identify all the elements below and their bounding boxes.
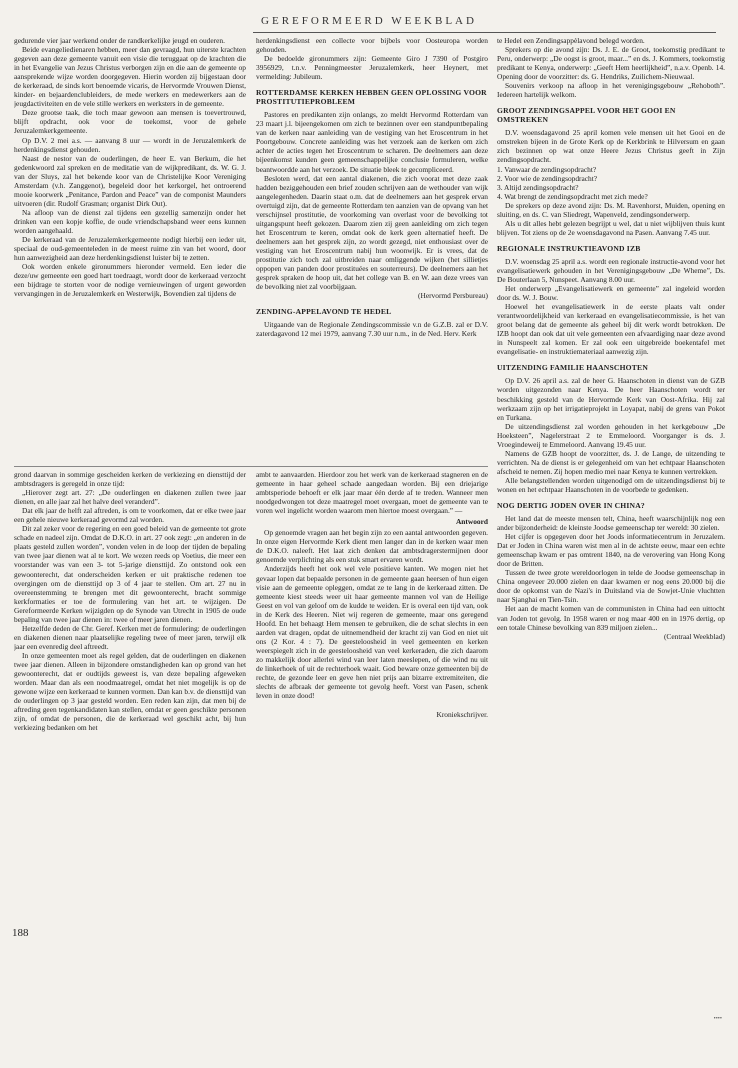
paragraph: Het land dat de meeste mensen telt, China, heeft waarschijnlijk nog een ander bijzonderheid: de kleinste Joodse gemeenschap ter wereld: 30 zielen. (497, 514, 725, 533)
paragraph: Dat elk jaar de helft zal aftreden, is om te voorkomen, dat er elke twee jaar een gehele nieuwe kerkeraad gevormd zal worden. (14, 506, 246, 525)
list-item: 2. Voor wie de zendingsopdracht? (497, 173, 598, 183)
question-list (497, 165, 725, 201)
masthead-rule (253, 32, 716, 33)
paragraph: „Hierover zegt art. 27: „De ouderlingen en diakenen zullen twee jaar dienen, en alle jaar zal het halve deel veranderd”. (14, 488, 246, 507)
paragraph: ambt te aanvaarden. Hierdoor zou het werk van de kerkeraad stagneren en de gemeente in haar geheel schade aangedaan worden. Bij een driejarige ambtsperiode behoeft er elk jaar maar één derde af te treden. Wanneer men noodgedwongen tot deze maatregel moet overgaan, moet de gemeente van te voren wel ingelicht worden waarom men hiertoe moest overgaan.” — (256, 470, 488, 516)
answer-label: Antwoord (455, 517, 488, 527)
paragraph: Namens de GZB hoopt de voorzitter, ds. J. de Lange, de uitzending te verrichten. Na de dienst is er gelegenheid om van het echtpaar Haanschoten afscheid te nemen. Zij hopen medio mei naar Kenya te kunnen vertrekken. (497, 448, 725, 476)
paragraph: Als u dit alles hebt gelezen begrijpt u wel, dat u niet wijblijven thuis kunt blijven. Tot ziens op de 2e woensdagavond na Pasen. Aanvang 7.45 uur. (497, 218, 725, 237)
paragraph: Hoewel het evangelisatiewerk in de eerste plaats valt onder verantwoordelijkheid van kerkeraad en evangelisatiecommissie, is het van groot belang dat de gemeente als geheel bij dit werk wordt betrokken. De IZB hoopt dan ook dat uit vele gemeenten een afvaardiging naar deze avond in Nunspeelt zal komen. Er zal ook een uitgebreide boekentafel met evangelisatie- en instruktiemateriaal aanwezig zijn. (497, 302, 725, 357)
paragraph: Het aan de macht komen van de communisten in China had een uittocht van Joden tot gevolg. In 1958 waren er nog maar 400 en in 1976 dertig, op een totale Chinese bevolking van 839 miljoen zielen... (497, 604, 725, 632)
paragraph: herdenkingsdienst een collecte voor bijbels voor Oosteuropa worden gehouden. (256, 36, 488, 55)
paragraph: gedurende vier jaar werkend onder de randkerkelijke jeugd en ouderen. (14, 36, 225, 45)
paragraph: Sprekers op die avond zijn: Ds. J. E. de Groot, toekomstig predikant te Peru, onderwerp: „De oogst is groot, maar...” en ds. J. Kommers, toekomstig predikant te Kenya, onderwerp: „Geeft Hem heerlijkheid”, n.a.v. Openb. 14. Opening door de voorzitter: ds. G. Hendriks, Zuilichem-Nieuwaal. (497, 45, 725, 82)
paragraph: In onze gemeenten moet als regel gelden, dat de ouderlingen en diakenen twee jaar dienen. Alleen in bijzondere omstandigheden kan op grond van het gewoonterecht, dat er oudtijds geweest is, van deze bepaling afgeweken worden. Maar dan als een noodmaatregel, omdat het niet mogelijk is op de gewone wijze een kerkeraad te kunnen vormen. Dan kan b.v. de diensttijd van de ouderlingen op 3 jaar gesteld worden. Een reden kan zijn, dat men bij de aftreding geen tegenkandidaten kan stellen, omdat er geen geschikte personen zijn, of omdat de personen, die de kerkeraad wel geschikt acht, bij hun verkiezing bedanken om het (14, 650, 246, 733)
masthead: GEREFORMEERD WEEKBLAD (261, 15, 477, 27)
article-heading-rotterdam: ROTTERDAMSE KERKEN HEBBEN GEEN OPLOSSING VOOR PROSTITUTIEPROBLEEM (256, 88, 487, 107)
list-item: 4. Wat brengt de zendingsopdracht met zich mede? (497, 191, 648, 201)
source-credit: (Centraal Weekblad) (663, 631, 725, 641)
article-heading-hedel: ZENDING-APPELAVOND TE HEDEL (256, 307, 392, 317)
article-heading-china: NOG DERTIG JODEN OVER IN CHINA? (497, 501, 645, 511)
list-item: 3. Altijd zendingsopdracht? (497, 182, 579, 192)
paragraph: Na afloop van de dienst zal tijdens een gezellig samenzijn onder het drinken van een kopje koffie, de oude vriendschapsband weer eens kunnen worden aangehaald. (14, 207, 246, 235)
paragraph: Het cijfer is opgegeven door het Joods informatiecentrum in Jeruzalem. Dat er Joden in China waren wist men al in de achtste eeuw, maar een echte gemeenschap kwam er pas omtrent 1840, na de verovering van Hong Kong door de Britten. (497, 532, 725, 569)
paragraph: Alle belangstellenden worden uitgenodigd om de uitzendingsdienst bij te wonen en het echtpaar Haanschoten in de voorbede te gedenken. (497, 475, 725, 494)
paragraph: Souvenirs verkoop na afloop in het verenigingsgebouw „Rehoboth”. Iedereen hartelijk welkom. (497, 81, 725, 100)
section-divider (14, 466, 488, 467)
paragraph: De bedoelde gironummers zijn: Gemeente Giro J 7390 of Postgiro 3956929, t.n.v. Penningmeester Jeruzalemkerk, heer Heynert, met vermelding: Jubileum. (256, 54, 488, 82)
column-2-top (256, 36, 488, 461)
paragraph: Het onderwerp „Evangelisatiewerk en gemeente” zal ingeleid worden door ds. W. J. Bouw. (497, 284, 725, 303)
paragraph: Dit zal zeker voor de regering en een goed beleid van de gemeente tot grote schade en nadeel zijn. Omdat de D.K.O. in art. 27 ook zegt: „en anderen in de plaats gesteld zullen worden”, vonden velen in de loop der tijden de bepaling van twee jaar dienen wat al te kort. We wezen reeds op Voetius, die meer een voorstander was van een 3- tot 5-jarige diensttijd. Zo ontstond ook een gewoonterecht, dat onderscheiden kerken er uit praktische redenen toe overgingen om de diensttijd op 3 of 4 jaar te stellen. Om art. 27 nu in overeenstemming te brengen met dit gewoonterecht, bracht sommige kerkformaties er toe de formulering van het art. te wijzigen. De Gereformeerde Kerken wijzigden op de Synode van Utrecht in 1905 de oude bepaling van twee jaar dienen in: twee of meer jaren dienen. (14, 524, 246, 624)
article-heading-izb: REGIONALE INSTRUKTIEAVOND IZB (497, 243, 641, 253)
paragraph: De sprekers op deze avond zijn: Ds. M. Ravenhorst, Muiden, opening en sluiting, en ds. C. van Sliedregt, Wapenveld, zendingsonderwerp. (497, 200, 725, 219)
paragraph: Op genoemde vragen aan het begin zijn zo een aantal antwoorden gegeven. In onze eigen Hervormde Kerk dient men langer dan in de kerken waar men de D.K.O. naleeft. Het laat zich denken dat ambtsdragerstermijnen door genoemde verplichting als een stuk smart ervaren wordt. (256, 528, 488, 565)
paragraph: Beide evangeliedienaren hebben, meer dan gevraagd, hun uiterste krachten gegeven aan deze gemeente vanuit een visie die teruggaat op de krachten die in het Evangelie van Jezus Christus verborgen zijn en die aan de gemeente op aansprekende wijze worden doorgegeven. Hierin worden zij bijgestaan door de kerkeraad, de sinds kort benoemde vicaris, de Hervormde Vrouwen Dienst, kinder- en bejaardenclubleiders, de mede werkers en medewerkers aan de jeugdactiviteiten en de vele stille werkers en werksters in de gemeente. (14, 45, 246, 109)
paragraph: Op D.V. 2 mei a.s. — aanvang 8 uur — wordt in de Jeruzalemkerk de herdenkingsdienst gehouden. (14, 135, 246, 154)
paragraph: Pastores en predikanten zijn onlangs, zo meldt Hervormd Rotterdam van 23 maart j.l. bijeengekomen om zich te bezinnen over een standpuntbepaling van de kerken naar aanleiding van de vestiging van het Eroscentrum in het Poortgebouw. Concrete aanleiding was het verzoek aan de kerken om zich achter de acties tegen het Eroscentrum te scharen. De deelnemers aan deze bijeenkomst kunden geen gemeenschappelijke conclusie formuleren, welke beantwoordde aan het verzoek. De situatie bleek te gecompliceerd. (256, 110, 488, 174)
paragraph: Ook worden enkele gironummers hieronder vermeld. Een ieder die deze/uw gemeente een goed hart toedraagt, wordt door de kerkeraad verzocht een bijdrage te storten voor de nodige vernieuwingen of urgent geworden vervangingen in de Jeruzalemkerk en Westerwijk, Bovendien zal tijdens de (14, 262, 246, 299)
scan-mark: •••• (713, 1016, 722, 1022)
page-number: 188 (12, 927, 29, 939)
paragraph: te Hedel een Zendingsappèlavond belegd worden. (497, 36, 645, 45)
list-item: 1. Vanwaar de zendingsopdracht? (497, 164, 597, 174)
article-heading-gooi: GROOT ZENDINGSAPPEL VOOR HET GOOI EN OMSTREKEN (497, 106, 676, 125)
paragraph: Tussen de twee grote wereldoorlogen in telde de Joodse gemeenschap in China ongeveer 20.000 zielen en daar kwamen er nog eens 20.000 bij die door de opkomst van de Nazi's in Duitsland via de Sowjet-Unie vluchtten naar Sjanghai en Tien-Tsin. (497, 568, 725, 605)
paragraph: grond daarvan in sommige gescheiden kerken de verkiezing en diensttijd der ambtsdragers is geregeld in onze tijd: (14, 470, 246, 489)
paragraph: Anderzijds heeft het ook wel vele positieve kanten. We mogen niet het gevaar lopen dat bepaalde personen in de gemeente gaan heersen of hun eigen visie aan de gemeente opleggen, omdat ze te lang in de kerkeraad zitten. De gemeente kiest steeds weer uit haar gemeente mannen vol van de Heilige Geest en vol van geloof om de kudde te weiden. Er is overal een tijd van, ook in de Kerk des Heeren. Niet wij regeren de gemeente, maar ons geregend Hoofd. En het behaagt Hem mensen te gebruiken, die de schat slechts in een aarden vat dragen, opdat de uitnemendheid der kracht zij van God en niet uit ons (2 Kor. 4 : 7). De geesteloosheid in veel gemeenten en kerken weerspiegelt zich in de geesteloosheid van veel kerkeraden, die zich daarom zo makkelijk door allerlei wind van leer laten meeslepen, of die wind nu uit de linkerhoek of uit de rechterhoek waait. God beware onze gemeenten bij de rechte, de gezonde leer en geve hen niet prijs aan bizarre extremiteiten, die slechts de afbraak der gemeente tot gevolg heeft. Vorst van Pasen, schenk leven in onze dood! (256, 564, 488, 701)
column-1-bottom (14, 470, 246, 920)
signature: Kroniekschrijver. (436, 710, 488, 720)
paragraph: Hetzelfde deden de Chr. Geref. Kerken met de formulering: de ouderlingen en diakenen dienen naar plaatselijke regeling twee of meer jaren, terwijl elk jaar een evenredig deel aftreedt. (14, 623, 246, 651)
column-3 (497, 36, 725, 926)
paragraph: Deze grootse taak, die toch maar gewoon aan mensen is toevertrouwd, blijft opdracht, ook voor de toekomst, voor de gehele Jeruzalemkerkgemeente. (14, 108, 246, 136)
paragraph: Uitgaande van de Regionale Zendingscommissie v.n de G.Z.B. zal er D.V. zaterdagavond 12 mei 1979, aanvang 7.30 uur n.m., in de Ned. Herv. Kerk (256, 320, 488, 339)
column-2-bottom (256, 470, 488, 920)
column-1-top (14, 36, 246, 461)
source-credit: (Hervormd Persbureau) (418, 291, 488, 301)
paragraph: De kerkeraad van de Jeruzalemkerkgemeente nodigt hierbij een ieder uit, speciaal de oud-gemeenteleden in de meest ruime zin van het woord, door hun aanwezigheid aan deze herdenkingsdienst luister bij te zetten. (14, 235, 246, 263)
paragraph: Naast de nestor van de ouderlingen, de heer E. van Berkum, die het gedenkwoord zal spreken en de meditatie van de wijkpredikant, ds. W. G. J. van der Sluys, zal het bekende koor van de Christelijke Koor Vereniging Amsterdam (v.h. Zanggenot), begeleid door het kerkorgel, het ontroerend mooie koorwerk „Penitance, Pardon and Peace” van de componist Maunders uitvoeren (dir. Rudolf Grasman; organist Dirk Out). (14, 153, 246, 208)
article-heading-haanschoten: UITZENDING FAMILIE HAANSCHOTEN (497, 363, 649, 373)
paragraph: D.V. woensdag 25 april a.s. wordt een regionale instructie-avond voor het evangelisatiewerk gehouden in het Verenigingsgebouw „De Wheme”, Ds. De Bouterlaan 5, Nunspeet. Aanvang 8.00 uur. (497, 256, 725, 284)
paragraph: D.V. woensdagavond 25 april komen vele mensen uit het Gooi en de omstreken bijeen in de Grote Kerk op de Kerkbrink te Hilversum en gaan zich bezinnen op wat onze Heere Jezus Christus geeft in Zijn zendingsopdracht. (497, 128, 725, 165)
paragraph: Besloten werd, dat een aantal diakenen, die zich voorat met deze zaak hadden beziggehouden een brief zouden schrijven aan de wethouder van wijk aangelegenheden. Daarin staat o.m. dat de deelnemers aan het gesprek ervan overtuigd zijn, dat de gemeente Rotterdam ten aanzien van de opvang van het verschijnsel prostitutie, de voorkoming van overlast voor de bevolking tot uitgangspunt heeft gekozen. Daarom zien zij geen aanleiding om zich tegen het Eroscentrum te keren, omdat ook de kerk geen alternatief heeft. De deelnemers aan het gesprek zijn, zo wordt gezegd, niet enthousiast over de vestiging van het Eroscentrum nabij hun woonwijk. Er is vrees, dat de prostitutie zich toch zal uitbreiden naar omliggende wijken (het sillietjes oppopen van panden door prostituées en souterreurs). De deelnemers aan het gesprek spraken de hoop uit, dat het college van B. en W. aan deze vrees van de bevolking niet zal voorbijgaan. (256, 173, 488, 292)
paragraph: De uitzendingsdienst zal worden gehouden in het kerkgebouw „De Hoeksteen”, Nagelerstraat 2 te Emmeloord. Voorganger is ds. J. Vroegindeweij te Emmeloord. Aanvang 19.45 uur. (497, 421, 725, 449)
paragraph: Op D.V. 26 april a.s. zal de heer G. Haanschoten in dienst van de GZB worden uitgezonden naar Kenya. De heer Haanschoten wordt ter beschikking gesteld van de Hervormde Kerk van Oost-Afrika. Hij zal werkzaam zijn op het irrigatieprojekt in Loyapat, nabij de grens van Pokot en Turkana. (497, 376, 725, 422)
